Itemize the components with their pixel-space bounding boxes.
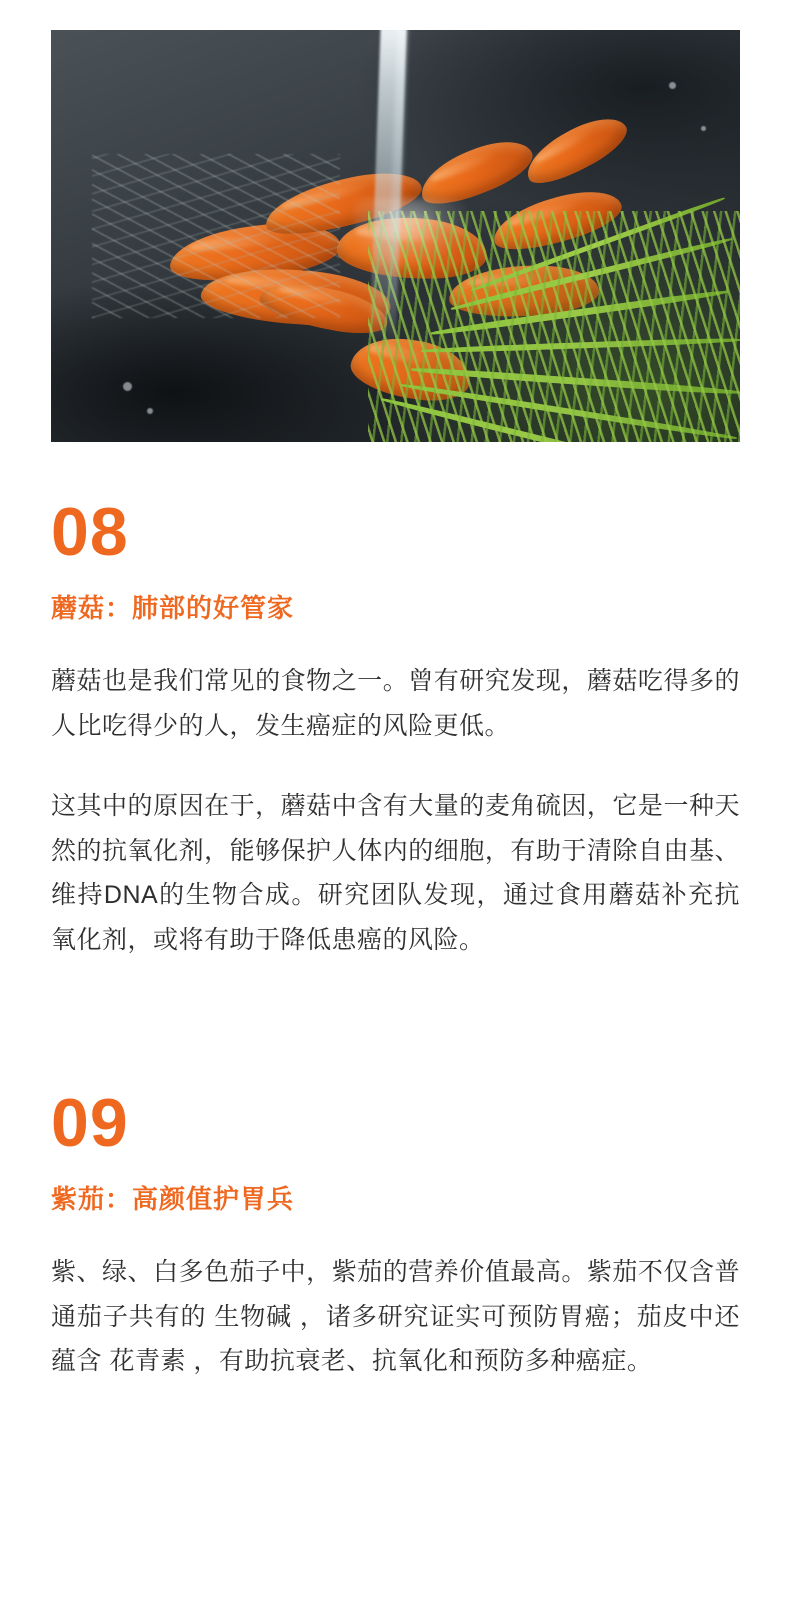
section-heading: 蘑菇：肺部的好管家 xyxy=(51,593,295,623)
water-droplet xyxy=(123,382,132,391)
section-number: 09 xyxy=(51,1085,129,1161)
section-number: 08 xyxy=(51,494,129,570)
hero-image-container xyxy=(0,0,791,442)
water-droplet xyxy=(701,126,706,131)
section-heading: 紫茄：高颜值护胃兵 xyxy=(51,1184,295,1214)
water-droplet xyxy=(669,82,676,89)
section-paragraph: 这其中的原因在于，蘑菇中含有大量的麦角硫因，它是一种天然的抗氧化剂，能够保护人体内的细胞，有助于清除自由基、维持DNA的生物合成。研究团队发现，通过食用蘑菇补充抗氧化剂，或将有助于降低患癌的风险。 xyxy=(51,792,740,954)
section-divider-space xyxy=(51,987,740,1033)
article-body xyxy=(0,494,791,1384)
section-paragraph: 蘑菇也是我们常见的食物之一。曾有研究发现，蘑菇吃得多的人比吃得少的人，发生癌症的风险更低。 xyxy=(51,667,740,740)
section-08 xyxy=(51,494,740,962)
section-09 xyxy=(51,1085,740,1384)
carrot-washing-photo xyxy=(51,30,740,442)
water-splash xyxy=(354,198,474,268)
section-paragraph: 紫、绿、白多色茄子中，紫茄的营养价值最高。紫茄不仅含普通茄子共有的 生物碱 ，诸多研究证实可预防胃癌；茄皮中还蕴含 花青素 ，有助抗衰老、抗氧化和预防多种癌症。 xyxy=(51,1258,740,1375)
carrot-roots xyxy=(92,154,340,319)
water-droplet xyxy=(147,408,153,414)
